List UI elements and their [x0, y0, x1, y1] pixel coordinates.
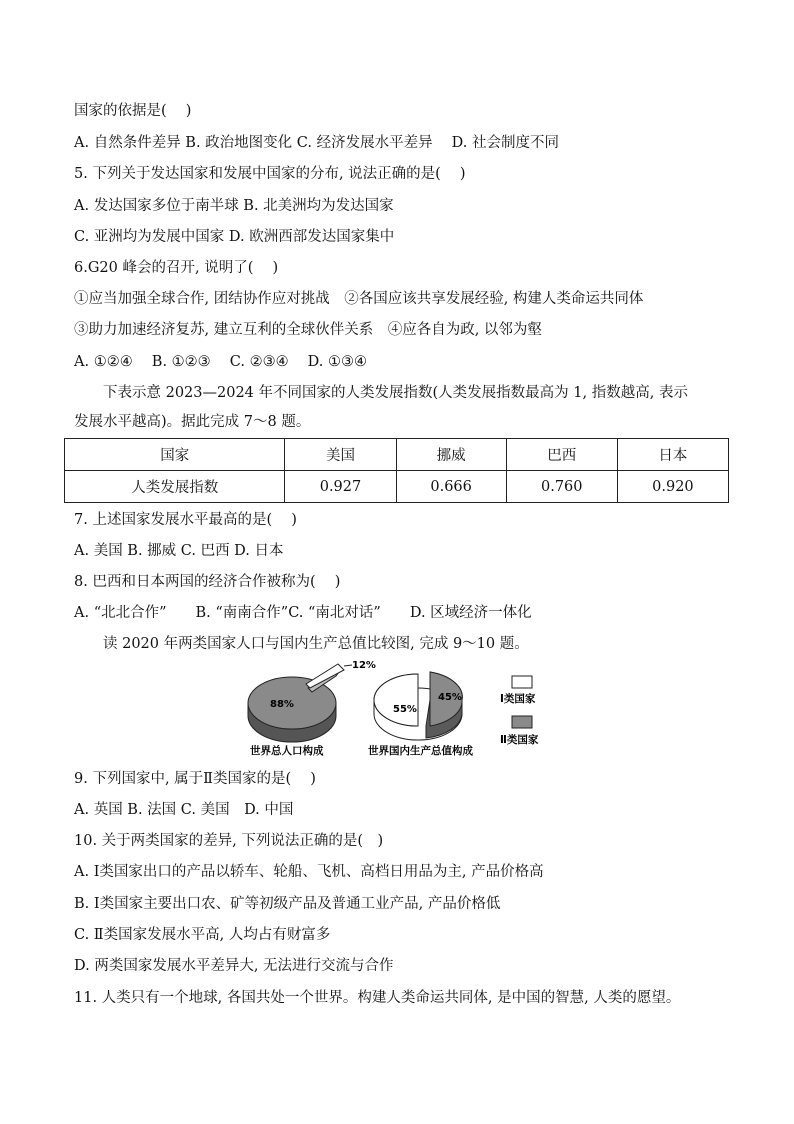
table-row	[65, 439, 729, 471]
legend-label-1: Ⅰ类国家	[500, 693, 536, 705]
q6-options: A. ①②④ B. ①②③ C. ②③④ D. ①③④	[74, 354, 368, 370]
q5-stem: 5. 下列关于发达国家和发展中国家的分布, 说法正确的是( )	[74, 166, 466, 182]
q4-tail: 国家的依据是( )	[74, 103, 192, 119]
table-cell: 0.920	[617, 471, 728, 503]
legend	[500, 676, 539, 746]
legend-swatch-gray	[512, 716, 532, 728]
table-cell: 人类发展指数	[65, 471, 285, 503]
q10-option-b: B. Ⅰ类国家主要出口农、矿等初级产品及普通工业产品, 产品价格低	[74, 896, 501, 912]
table-row	[65, 471, 729, 503]
q6-stem: 6.G20 峰会的召开, 说明了( )	[74, 260, 279, 276]
table-header-cell: 挪威	[396, 439, 506, 471]
q8-stem: 8. 巴西和日本两国的经济合作被称为( )	[74, 574, 341, 590]
table-intro-1: 下表示意 2023—2024 年不同国家的人类发展指数(人类发展指数最高为 1, 指数越高, 表示	[103, 385, 688, 401]
q7-stem: 7. 上述国家发展水平最高的是( )	[74, 512, 297, 528]
q10-option-c: C. Ⅱ类国家发展水平高, 人均占有财富多	[74, 927, 331, 943]
legend-swatch-white	[512, 676, 532, 688]
hdi-table	[64, 438, 729, 503]
pie-figure	[240, 656, 560, 756]
gdp-white-label: 55%	[393, 704, 417, 715]
q6-statements-34: ③助力加速经济复苏, 建立互利的全球伙伴关系 ④应各自为政, 以邻为壑	[74, 322, 542, 338]
q6-statements-12: ①应当加强全球合作, 团结协作应对挑战 ②各国应该共享发展经验, 构建人类命运共同体	[74, 291, 644, 307]
population-caption: 世界总人口构成	[250, 745, 324, 756]
population-slice-small	[306, 664, 344, 688]
table-cell: 0.760	[506, 471, 617, 503]
q11-stem: 11. 人类只有一个地球, 各国共处一个世界。构建人类命运共同体, 是中国的智慧, 人类的愿望。	[74, 990, 681, 1006]
q4-options: A. 自然条件差异 B. 政治地图变化 C. 经济发展水平差异 D. 社会制度不同	[74, 135, 560, 151]
population-large-label: 88%	[270, 699, 294, 710]
q9-options: A. 英国 B. 法国 C. 美国 D. 中国	[74, 802, 294, 818]
q10-option-a: A. Ⅰ类国家出口的产品以轿车、轮船、飞机、高档日用品为主, 产品价格高	[74, 864, 544, 880]
table-intro-2: 发展水平越高)。据此完成 7～8 题。	[74, 414, 311, 430]
table-header-cell: 国家	[65, 439, 285, 471]
q7-options: A. 美国 B. 挪威 C. 巴西 D. 日本	[74, 543, 284, 559]
gdp-pie	[368, 672, 473, 756]
q5-options-ab: A. 发达国家多位于南半球 B. 北美洲均为发达国家	[74, 198, 394, 214]
table-header-cell: 美国	[285, 439, 396, 471]
population-small-label: 12%	[352, 660, 376, 671]
legend-label-2: Ⅱ类国家	[500, 734, 539, 746]
q9-stem: 9. 下列国家中, 属于Ⅱ类国家的是( )	[74, 771, 316, 787]
table-header-cell: 巴西	[506, 439, 617, 471]
q10-stem: 10. 关于两类国家的差异, 下列说法正确的是( )	[74, 833, 384, 849]
q5-options-cd: C. 亚洲均为发展中国家 D. 欧洲西部发达国家集中	[74, 229, 395, 245]
figure-intro: 读 2020 年两类国家人口与国内生产总值比较图, 完成 9～10 题。	[103, 636, 529, 652]
gdp-gray-label: 45%	[438, 692, 462, 703]
q8-options: A. “北北合作” B. “南南合作”C. “南北对话” D. 区域经济一体化	[74, 605, 532, 621]
q10-option-d: D. 两类国家发展水平差异大, 无法进行交流与合作	[74, 958, 394, 974]
population-pie	[248, 660, 376, 756]
gdp-caption: 世界国内生产总值构成	[368, 745, 473, 756]
table-cell: 0.666	[396, 471, 506, 503]
table-cell: 0.927	[285, 471, 396, 503]
table-header-cell: 日本	[617, 439, 728, 471]
